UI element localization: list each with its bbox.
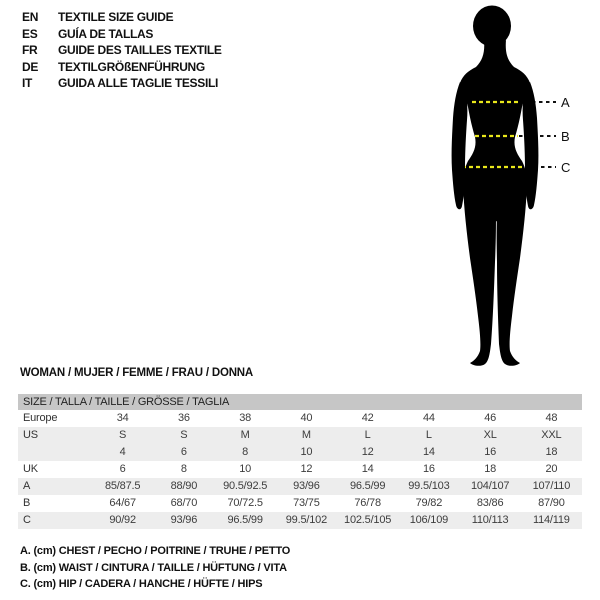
row-label: UK: [23, 463, 38, 475]
lang-code: DE: [22, 59, 39, 74]
hip-label-c: C: [561, 160, 571, 175]
table-cell: 104/107: [470, 480, 510, 492]
table-cell: L: [364, 429, 371, 441]
table-cell: 42: [361, 412, 374, 424]
table-cell: 79/82: [415, 497, 443, 509]
table-cell: XXL: [541, 429, 562, 441]
row-label: US: [23, 429, 38, 441]
silhouette-head: [473, 6, 511, 47]
lang-row-it: [22, 75, 222, 92]
table-cell: 48: [545, 412, 558, 424]
lang-label: GUIDE DES TAILLES TEXTILE: [58, 43, 222, 58]
table-cell: L: [425, 429, 432, 441]
table-cell: 76/78: [354, 497, 381, 509]
table-cell: 85/87.5: [104, 480, 141, 492]
measure-legend: [20, 543, 290, 593]
table-cell: 34: [116, 412, 129, 424]
lang-label: GUÍA DE TALLAS: [58, 26, 154, 41]
legend-line-hip: C. (cm) HIP / CADERA / HANCHE / HÜFTE / HIPS: [20, 578, 263, 590]
table-cell: 44: [422, 412, 435, 424]
table-cell: 107/110: [532, 480, 571, 492]
table-cell: 18: [484, 463, 497, 475]
table-row: [18, 478, 582, 495]
table-cell: 10: [239, 463, 252, 475]
table-cell: 10: [300, 446, 313, 458]
table-row: [18, 444, 582, 461]
lang-code: IT: [22, 76, 33, 91]
table-cell: 114/119: [533, 514, 570, 526]
table-row: [18, 512, 582, 529]
row-label: A: [23, 480, 31, 492]
table-cell: 46: [484, 412, 497, 424]
table-cell: 88/90: [170, 480, 198, 492]
row-label: [18, 444, 92, 461]
table-cell: 102.5/105: [344, 514, 392, 526]
table-cell: 73/75: [293, 497, 320, 509]
table-cell: 64/67: [109, 497, 136, 509]
row-label: B: [23, 497, 31, 509]
table-cell: S: [180, 429, 188, 441]
table-cell: 99.5/102: [285, 514, 327, 526]
table-cell: S: [119, 429, 127, 441]
lang-label: TEXTILE SIZE GUIDE: [58, 10, 174, 24]
table-cell: 8: [242, 446, 249, 458]
table-cell: 12: [300, 463, 313, 475]
table-row: [18, 410, 582, 427]
table-cell: 106/109: [409, 514, 449, 526]
table-cell: XL: [483, 429, 497, 441]
table-cell: M: [301, 429, 311, 441]
woman-silhouette-figure: [415, 0, 600, 380]
lang-row-fr: [22, 42, 222, 59]
row-label: Europe: [23, 412, 58, 424]
table-cell: 90.5/92.5: [223, 480, 268, 492]
size-table: [18, 394, 582, 529]
lang-code: ES: [22, 26, 38, 41]
silhouette-left-leg: [463, 185, 496, 366]
lang-row-es: [22, 26, 222, 43]
lang-code: FR: [22, 43, 38, 58]
row-label: C: [23, 514, 31, 526]
language-list: [22, 9, 222, 92]
lang-row-en: [22, 9, 222, 26]
table-cell: 99.5/103: [408, 480, 450, 492]
table-cell: 96.5/99: [227, 514, 263, 526]
table-cell: M: [240, 429, 250, 441]
chest-label-a: A: [561, 95, 570, 110]
table-cell: 4: [119, 446, 126, 458]
table-cell: 68/70: [170, 497, 198, 509]
table-row: [18, 427, 582, 444]
legend-line-chest: A. (cm) CHEST / PECHO / POITRINE / TRUHE / PETTO: [20, 545, 291, 557]
lang-label: TEXTILGRÖßENFÜHRUNG: [58, 59, 205, 74]
table-cell: 12: [361, 446, 374, 458]
table-cell: 96.5/99: [349, 480, 386, 492]
silhouette-right-leg: [497, 185, 527, 366]
size-table-rows: [18, 410, 582, 529]
size-table-header: SIZE / TALLA / TAILLE / GRÖSSE / TAGLIA: [18, 394, 582, 410]
table-cell: 16: [484, 446, 497, 458]
legend-line-waist: B. (cm) WAIST / CINTURA / TAILLE / HÜFTUNG / VITA: [20, 561, 287, 574]
table-cell: 20: [545, 463, 558, 475]
table-cell: 38: [239, 412, 252, 424]
table-cell: 6: [180, 446, 187, 458]
table-cell: 40: [300, 412, 313, 424]
table-cell: 36: [177, 412, 190, 424]
table-cell: 87/90: [538, 497, 565, 509]
section-title-woman: WOMAN / MUJER / FEMME / FRAU / DONNA: [20, 367, 254, 379]
table-cell: 16: [422, 463, 435, 475]
table-cell: 93/96: [170, 514, 198, 526]
table-cell: 90/92: [109, 514, 136, 526]
lang-code: EN: [22, 10, 39, 24]
table-row: [18, 461, 582, 478]
table-cell: 93/96: [293, 480, 320, 492]
table-cell: 83/86: [476, 497, 504, 509]
table-cell: 110/113: [471, 514, 509, 526]
lang-row-de: [22, 59, 222, 76]
table-cell: 14: [422, 446, 435, 458]
table-cell: 8: [180, 463, 187, 475]
table-cell: 70/72.5: [227, 497, 263, 509]
table-cell: 18: [545, 446, 558, 458]
waist-label-b: B: [561, 129, 570, 144]
lang-label: GUIDA ALLE TAGLIE TESSILI: [58, 76, 219, 91]
table-cell: 14: [361, 463, 374, 475]
table-row: [18, 495, 582, 512]
table-cell: 6: [119, 463, 126, 475]
